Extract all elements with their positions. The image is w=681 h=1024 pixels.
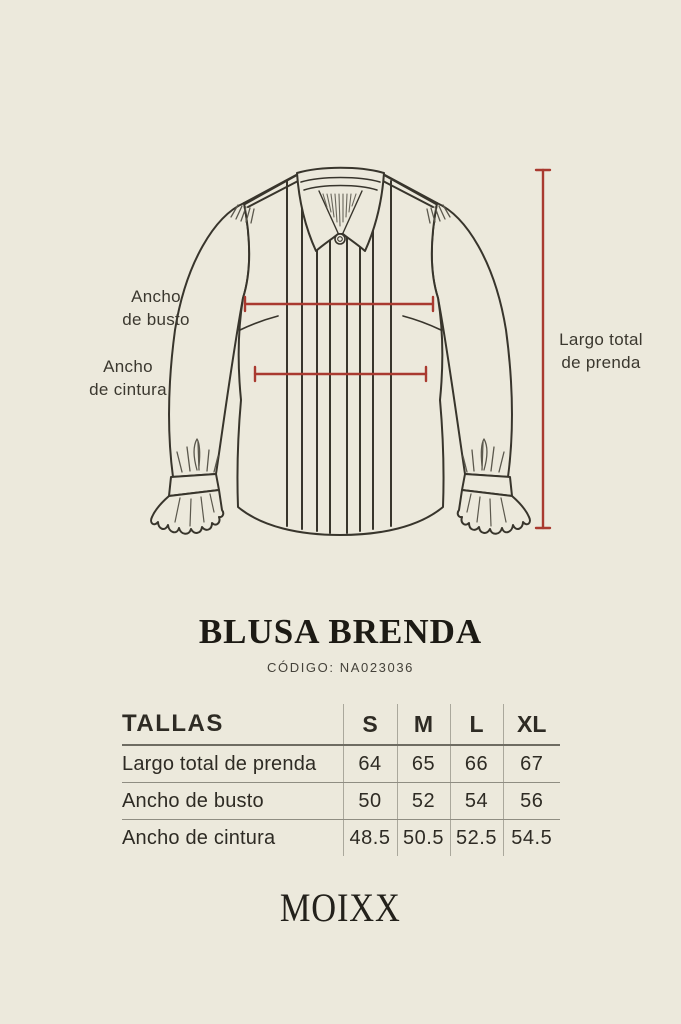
size-column-header-xl: XL (503, 704, 560, 745)
total-length-label (559, 329, 643, 375)
row-label: Largo total de prenda (122, 745, 343, 783)
cell-value: 66 (450, 745, 503, 783)
brand-logo (0, 884, 681, 931)
cell-value: 50 (343, 783, 397, 820)
waist-width-label-line1: Ancho (103, 357, 153, 376)
table-row-length (122, 745, 560, 783)
table-row-bust (122, 783, 560, 820)
bust-width-label-line2: de busto (122, 309, 190, 329)
waist-width-label-line2: de cintura (89, 379, 167, 399)
cell-value: 50.5 (397, 820, 450, 857)
collar-drawing (297, 168, 384, 251)
cell-value: 48.5 (343, 820, 397, 857)
size-column-header-m: M (397, 704, 450, 745)
cell-value: 54 (450, 783, 503, 820)
length-measure-line (536, 170, 550, 528)
total-length-label-line1: Largo total (559, 330, 643, 349)
collar-button (335, 234, 345, 244)
table-row-waist (122, 820, 560, 857)
cell-value: 52 (397, 783, 450, 820)
cell-value: 52.5 (450, 820, 503, 857)
row-label: Ancho de cintura (122, 826, 276, 849)
cell-value: 64 (343, 745, 397, 783)
cell-value: 65 (397, 745, 450, 783)
cell-value: 56 (503, 783, 560, 820)
size-column-header-s: S (343, 704, 397, 745)
row-label: Ancho de busto (122, 783, 343, 820)
size-table-header-row (122, 704, 560, 745)
bust-width-label (122, 286, 190, 332)
bust-width-label-line1: Ancho (131, 287, 181, 306)
brand-logo-text: MOIXX (280, 885, 401, 930)
size-table (122, 704, 560, 856)
cell-value: 67 (503, 745, 560, 783)
total-length-label-line2: de prenda (561, 352, 641, 372)
waist-width-label (89, 356, 167, 402)
size-column-header-l: L (450, 704, 503, 745)
size-table-title: TALLAS (122, 704, 343, 745)
cell-value: 54.5 (503, 820, 560, 857)
product-title: BLUSA BRENDA (198, 612, 483, 651)
product-code: CÓDIGO: NA023036 (267, 660, 414, 675)
